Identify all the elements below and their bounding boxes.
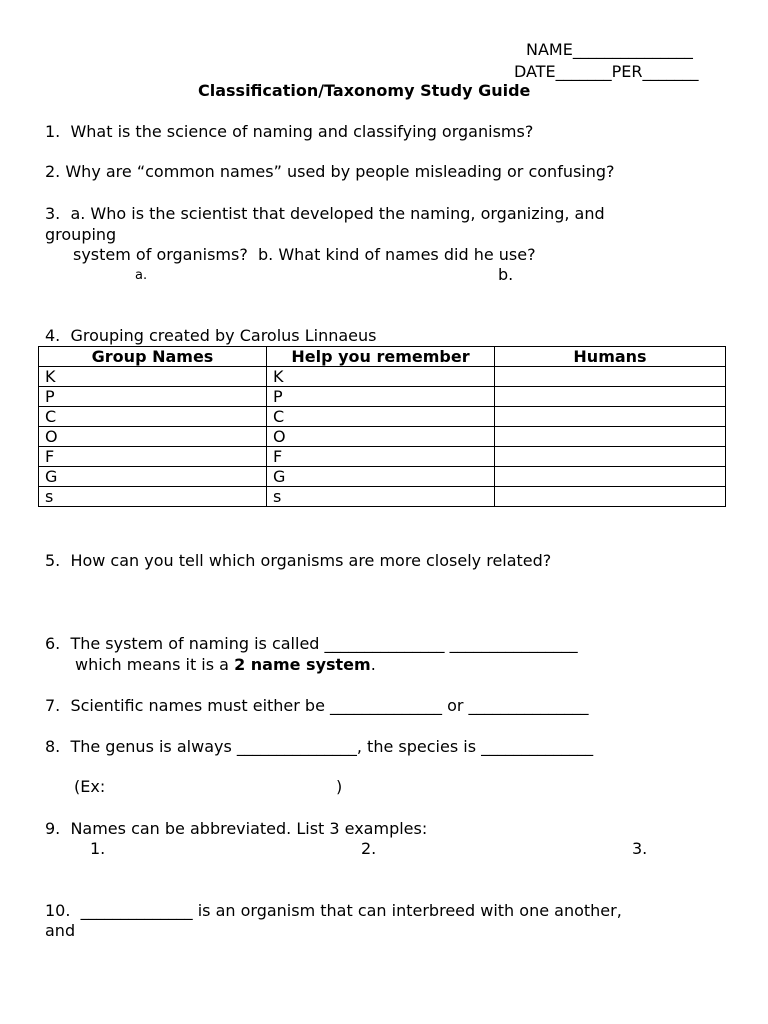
table-row [39, 447, 726, 467]
table-cell: G [267, 467, 495, 487]
question-7: 7. Scientific names must either be ______________ or _______________ [45, 696, 589, 715]
table-cell: F [267, 447, 495, 467]
question-9-example-1: 1. [90, 839, 106, 858]
question-3-line-3: system of organisms? b. What kind of names did he use? [73, 245, 536, 264]
question-9-example-3: 3. [632, 839, 648, 858]
question-2: 2. Why are “common names” used by people misleading or confusing? [45, 162, 615, 181]
table-cell: C [267, 407, 495, 427]
table-cell: P [267, 387, 495, 407]
table-cell: C [39, 407, 267, 427]
table-cell[interactable] [495, 387, 726, 407]
table-cell[interactable] [495, 367, 726, 387]
table-cell: s [39, 487, 267, 507]
question-3-answer-a: a. [135, 268, 148, 283]
table-cell[interactable] [495, 487, 726, 507]
classification-table [38, 346, 726, 507]
question-8-example-close: ) [336, 777, 343, 796]
question-5: 5. How can you tell which organisms are more closely related? [45, 551, 552, 570]
question-10-line-2: and [45, 921, 76, 940]
table-row [39, 487, 726, 507]
question-10-line-1: 10. ______________ is an organism that can interbreed with one another, [45, 901, 622, 920]
question-9: 9. Names can be abbreviated. List 3 examples: [45, 819, 428, 838]
table-cell: K [267, 367, 495, 387]
table-row [39, 467, 726, 487]
question-8: 8. The genus is always _______________, the species is ______________ [45, 737, 594, 756]
question-1: 1. What is the science of naming and classifying organisms? [45, 122, 534, 141]
table-cell: O [39, 427, 267, 447]
table-cell: K [39, 367, 267, 387]
question-6-emphasis: 2 name system [234, 655, 371, 674]
column-header: Help you remember [267, 347, 495, 367]
table-row [39, 367, 726, 387]
table-header-row [39, 347, 726, 367]
table-cell: s [267, 487, 495, 507]
question-6-text: which means it is a [75, 655, 235, 674]
question-8-example-open: (Ex: [74, 777, 106, 796]
table-row [39, 407, 726, 427]
question-4: 4. Grouping created by Carolus Linnaeus [45, 326, 377, 345]
table-cell[interactable] [495, 467, 726, 487]
question-9-example-2: 2. [361, 839, 377, 858]
question-3-answer-b: b. [498, 265, 514, 284]
question-6-line-2 [75, 655, 376, 675]
date-period-line: DATE_______PER_______ [514, 62, 699, 81]
table-cell: F [39, 447, 267, 467]
question-3-line-2: grouping [45, 225, 117, 244]
table-cell: G [39, 467, 267, 487]
table-cell[interactable] [495, 447, 726, 467]
table-row [39, 387, 726, 407]
question-3-line-1: 3. a. Who is the scientist that developed the naming, organizing, and [45, 204, 605, 223]
table-cell[interactable] [495, 407, 726, 427]
question-6-period: . [370, 655, 376, 674]
column-header: Group Names [39, 347, 267, 367]
page-title: Classification/Taxonomy Study Guide [198, 81, 531, 100]
name-line: NAME_______________ [526, 40, 693, 59]
table-row [39, 427, 726, 447]
table-cell[interactable] [495, 427, 726, 447]
column-header: Humans [495, 347, 726, 367]
question-6-line-1: 6. The system of naming is called _______________ ________________ [45, 634, 578, 653]
table-cell: O [267, 427, 495, 447]
table-cell: P [39, 387, 267, 407]
